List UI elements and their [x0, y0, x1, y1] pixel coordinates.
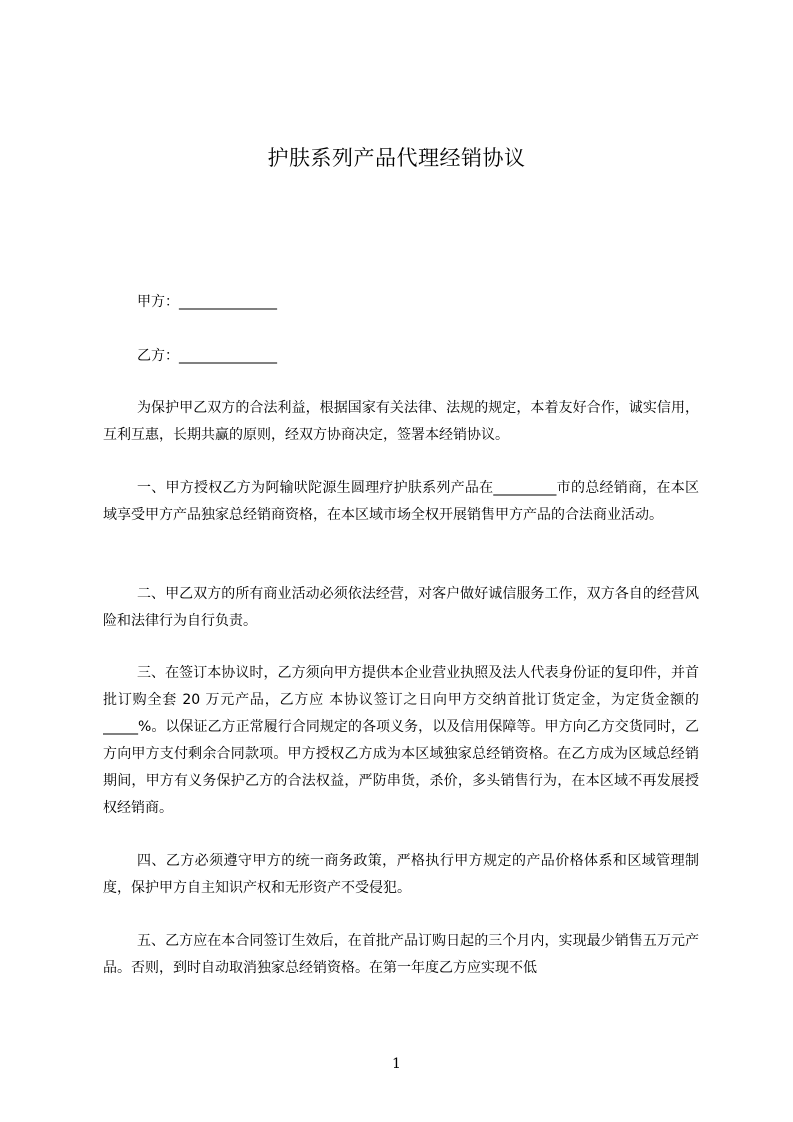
clause-5-paragraph: 五、乙方应在本合同签订生效后，在首批产品订购日起的三个月内，实现最少销售五万元产品。否则，到时自动取消独家总经销资格。在第一年度乙方应实现不低: [103, 933, 699, 976]
party-b-line: 乙方：______________: [137, 348, 277, 364]
document-title: 护肤系列产品代理经销协议: [267, 146, 526, 170]
intro-paragraph: 为保护甲乙双方的合法利益，根据国家有关法律、法规的规定，本着友好合作，诚实信用，互利互惠，长期共赢的原则，经双方协商决定，签署本经销协议。: [103, 400, 699, 443]
clause-3-paragraph: 三、在签订本协议时，乙方须向甲方提供本企业营业执照及法人代表身份证的复印件，并首批订购全套 20 万元产品，乙方应 本协议签订之日向甲方交纳首批订货定金，为定货金额的_____%。以保证乙方正常履行合同规定的各项义务，以及信用保障等。甲方向乙方交货同时，乙方向甲方支付剩余合同款项。甲方授权乙方成为本区域独家总经销资格。在乙方成为区域总经销期间，甲方有义务保护乙方的合法权益，严防串货，杀价，多头销售行为，在本区域不再发展授权经销商。: [103, 665, 699, 816]
clause-4-paragraph: 四、乙方必须遵守甲方的统一商务政策，严格执行甲方规定的产品价格体系和区域管理制度，保护甲方自主知识产权和无形资产不受侵犯。: [103, 853, 699, 896]
clause-2-paragraph: 二、甲乙双方的所有商业活动必须依法经营，对客户做好诚信服务工作，双方各自的经营风险和法律行为自行负责。: [103, 586, 699, 629]
page-number: 1: [392, 1056, 401, 1072]
clause-1-paragraph: 一、甲方授权乙方为阿输吠陀源生圆理疗护肤系列产品在_________市的总经销商，在本区域享受甲方产品独家总经销商资格，在本区域市场全权开展销售甲方产品的合法商业活动。: [103, 480, 699, 523]
party-a-line: 甲方：______________: [137, 294, 277, 310]
